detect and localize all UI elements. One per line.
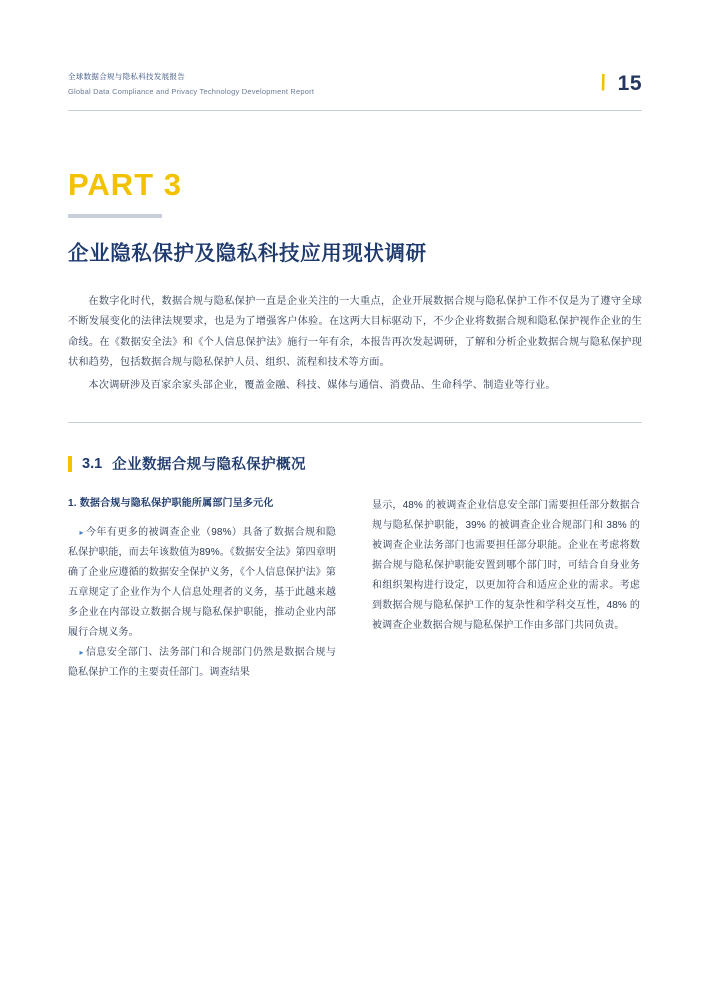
right-paragraph-1: 显示，48% 的被调查企业信息安全部门需要担任部分数据合规与隐私保护职能，39% 的被调查企业合规部门和 38% 的被调查企业法务部门也需要担任部分职能。企业在考虑将数据合规与隐私保护职能安置到哪个部门时，可结合自身业务和组织架构进行设定，以更加符合和适应企业的需求。考虑到数据合规与隐私保护工作的复杂性和学科交互性，48% 的被调查企业数据合规与隐私保护工作由多部门共同负责。 — [372, 500, 640, 632]
header-titles — [68, 72, 314, 96]
section-accent-bar — [68, 456, 72, 472]
report-title-cn: 全球数据合规与隐私科技发展报告 — [68, 72, 185, 81]
intro-divider — [68, 422, 642, 423]
left-paragraph-2 — [68, 643, 336, 683]
intro-text — [68, 292, 642, 396]
slash-icon: \ — [596, 70, 609, 95]
page-number-group — [596, 70, 642, 96]
left-paragraph-1-text: 今年有更多的被调查企业（98%）具备了数据合规和隐私保护职能，而去年该数值为89%。《数据安全法》第四章明确了企业应遵循的数据安全保护义务，《个人信息保护法》第五章规定了企业作为个人信息处理者的义务，基于此越来越多企业在内部设立数据合规与隐私保护职能，推动企业内部履行合规义务。 — [68, 527, 336, 639]
left-paragraph-1 — [68, 523, 336, 643]
left-body — [68, 523, 336, 683]
triangle-bullet-icon: ▸ — [79, 648, 84, 658]
part-underline — [68, 214, 162, 218]
right-body — [372, 496, 640, 636]
intro-paragraph-2: 本次调研涉及百家余家头部企业，覆盖金融、科技、媒体与通信、消费品、生命科学、制造业等行业。 — [88, 379, 556, 391]
report-title-en: Global Data Compliance and Privacy Technology Development Report — [68, 87, 315, 96]
header-divider — [68, 110, 642, 111]
section-heading — [68, 453, 642, 474]
left-paragraph-2-text: 信息安全部门、法务部门和合规部门仍然是数据合规与隐私保护工作的主要责任部门。调查结果 — [68, 647, 336, 679]
column-right — [372, 496, 640, 683]
column-left — [68, 496, 336, 683]
body-columns — [68, 496, 642, 683]
triangle-bullet-icon: ▸ — [79, 528, 84, 538]
intro-paragraph-1: 在数字化时代，数据合规与隐私保护一直是企业关注的一大重点，企业开展数据合规与隐私保护工作不仅是为了遵守全球不断发展变化的法律法规要求，也是为了增强客户体验。在这两大目标驱动下，不少企业将数据合规和隐私保护视作企业的生命线。在《数据安全法》和《个人信息保护法》施行一年有余，本报告再次发起调研，了解和分析企业数据合规与隐私保护现状和趋势，包括数据合规与隐私保护人员、组织、流程和技术等方面。 — [68, 296, 642, 369]
page-number: 15 — [617, 71, 642, 95]
part-title: 企业隐私保护及隐私科技应用现状调研 — [68, 242, 427, 265]
section-title: 企业数据合规与隐私保护概况 — [112, 457, 306, 474]
part-label: PART 3 — [68, 167, 182, 202]
section-number: 3.1 — [82, 455, 103, 472]
subsection-heading: 1. 数据合规与隐私保护职能所属部门呈多元化 — [68, 498, 274, 510]
page-header — [68, 0, 642, 96]
part-block — [68, 169, 642, 266]
